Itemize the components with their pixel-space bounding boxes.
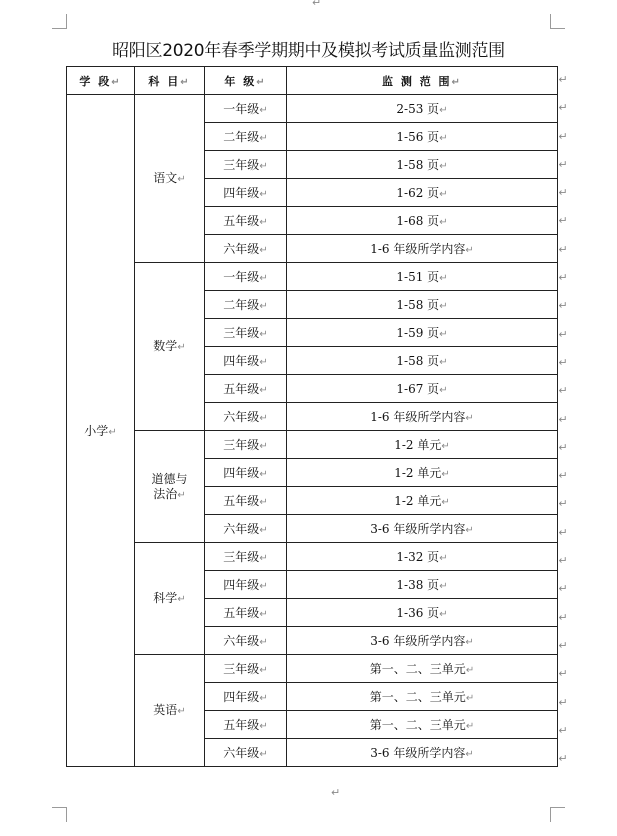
row-end-mark-icon: ↵: [558, 610, 568, 624]
table-row: [67, 431, 558, 459]
row-end-marks: [557, 66, 569, 773]
range-cell: 1-58 页↵: [287, 151, 558, 179]
grade-cell: 四年级↵: [205, 571, 287, 599]
grade-cell: 六年级↵: [205, 515, 287, 543]
range-cell: 2-53 页↵: [287, 95, 558, 123]
grade-cell: 三年级↵: [205, 151, 287, 179]
grade-cell: 四年级↵: [205, 179, 287, 207]
row-end-mark-icon: ↵: [558, 384, 568, 398]
grade-cell: 六年级↵: [205, 739, 287, 767]
range-cell: 1-6 年级所学内容↵: [287, 235, 558, 263]
grade-cell: 三年级↵: [205, 543, 287, 571]
range-cell: 1-58 页↵: [287, 291, 558, 319]
range-cell: 1-56 页↵: [287, 123, 558, 151]
range-cell: 1-2 单元↵: [287, 431, 558, 459]
row-end-mark-icon: ↵: [558, 157, 568, 171]
range-cell: 3-6 年级所学内容↵: [287, 515, 558, 543]
table-row: [67, 655, 558, 683]
grade-cell: 二年级↵: [205, 123, 287, 151]
row-end-mark-icon: ↵: [558, 101, 568, 115]
table-row: [67, 543, 558, 571]
grade-cell: 五年级↵: [205, 375, 287, 403]
grade-cell: 三年级↵: [205, 655, 287, 683]
row-end-mark-icon: ↵: [558, 73, 568, 86]
range-cell: 1-32 页↵: [287, 543, 558, 571]
row-end-mark-icon: ↵: [558, 440, 568, 454]
grade-cell: 四年级↵: [205, 459, 287, 487]
row-end-mark-icon: ↵: [558, 497, 568, 511]
header-stage: 学 段↵: [67, 67, 135, 95]
crop-mark-top-right: [550, 14, 565, 29]
grade-cell: 五年级↵: [205, 487, 287, 515]
grade-cell: 六年级↵: [205, 403, 287, 431]
row-end-mark-icon: ↵: [558, 355, 568, 369]
paragraph-mark-icon: ↵: [312, 0, 322, 9]
row-end-mark-icon: ↵: [558, 242, 568, 256]
range-cell: 1-59 页↵: [287, 319, 558, 347]
row-end-mark-icon: ↵: [558, 723, 568, 737]
range-cell: 1-51 页↵: [287, 263, 558, 291]
row-end-mark-icon: ↵: [558, 667, 568, 681]
row-end-mark-icon: ↵: [558, 638, 568, 652]
range-cell: 1-38 页↵: [287, 571, 558, 599]
header-grade: 年 级↵: [205, 67, 287, 95]
row-end-mark-icon: ↵: [558, 129, 568, 143]
table-row: [67, 263, 558, 291]
table-row: [67, 95, 558, 123]
grade-cell: 二年级↵: [205, 291, 287, 319]
subject-cell: 科学↵: [135, 543, 205, 655]
row-end-mark-icon: ↵: [558, 752, 568, 766]
grade-cell: 三年级↵: [205, 319, 287, 347]
range-cell: 1-36 页↵: [287, 599, 558, 627]
header-subject: 科 目↵: [135, 67, 205, 95]
range-cell: 1-6 年级所学内容↵: [287, 403, 558, 431]
row-end-mark-icon: ↵: [558, 412, 568, 426]
grade-cell: 六年级↵: [205, 235, 287, 263]
grade-cell: 三年级↵: [205, 431, 287, 459]
monitoring-range-table: [66, 66, 558, 767]
row-end-mark-icon: ↵: [558, 554, 568, 568]
row-end-mark-icon: ↵: [558, 186, 568, 200]
range-cell: 1-2 单元↵: [287, 487, 558, 515]
range-cell: 1-2 单元↵: [287, 459, 558, 487]
paragraph-mark-icon: ↵: [331, 786, 341, 799]
row-end-mark-icon: ↵: [558, 469, 568, 483]
grade-cell: 一年级↵: [205, 263, 287, 291]
grade-cell: 六年级↵: [205, 627, 287, 655]
document-title: 昭阳区2020年春季学期期中及模拟考试质量监测范围: [112, 41, 505, 61]
grade-cell: 一年级↵: [205, 95, 287, 123]
grade-cell: 五年级↵: [205, 599, 287, 627]
row-end-mark-icon: ↵: [558, 695, 568, 709]
row-end-mark-icon: ↵: [558, 525, 568, 539]
table-body: [67, 95, 558, 767]
range-cell: 3-6 年级所学内容↵: [287, 739, 558, 767]
grade-cell: 五年级↵: [205, 207, 287, 235]
range-cell: 1-68 页↵: [287, 207, 558, 235]
range-cell: 1-62 页↵: [287, 179, 558, 207]
grade-cell: 五年级↵: [205, 711, 287, 739]
subject-cell: 语文↵: [135, 95, 205, 263]
row-end-mark-icon: ↵: [558, 271, 568, 285]
crop-mark-bottom-left: [52, 807, 67, 822]
table-header-row: [67, 67, 558, 95]
header-range: 监 测 范 围↵: [287, 67, 558, 95]
range-cell: 3-6 年级所学内容↵: [287, 627, 558, 655]
subject-cell: 数学↵: [135, 263, 205, 431]
grade-cell: 四年级↵: [205, 683, 287, 711]
crop-mark-bottom-right: [550, 807, 565, 822]
row-end-mark-icon: ↵: [558, 214, 568, 228]
range-cell: 第一、二、三单元↵: [287, 655, 558, 683]
range-cell: 1-67 页↵: [287, 375, 558, 403]
stage-cell: 小学↵: [67, 95, 135, 767]
range-cell: 1-58 页↵: [287, 347, 558, 375]
range-cell: 第一、二、三单元↵: [287, 711, 558, 739]
crop-mark-top-left: [52, 14, 67, 29]
row-end-mark-icon: ↵: [558, 327, 568, 341]
subject-cell: 道德与 法治↵: [135, 431, 205, 543]
grade-cell: 四年级↵: [205, 347, 287, 375]
range-cell: 第一、二、三单元↵: [287, 683, 558, 711]
row-end-mark-icon: ↵: [558, 299, 568, 313]
row-end-mark-icon: ↵: [558, 582, 568, 596]
subject-cell: 英语↵: [135, 655, 205, 767]
